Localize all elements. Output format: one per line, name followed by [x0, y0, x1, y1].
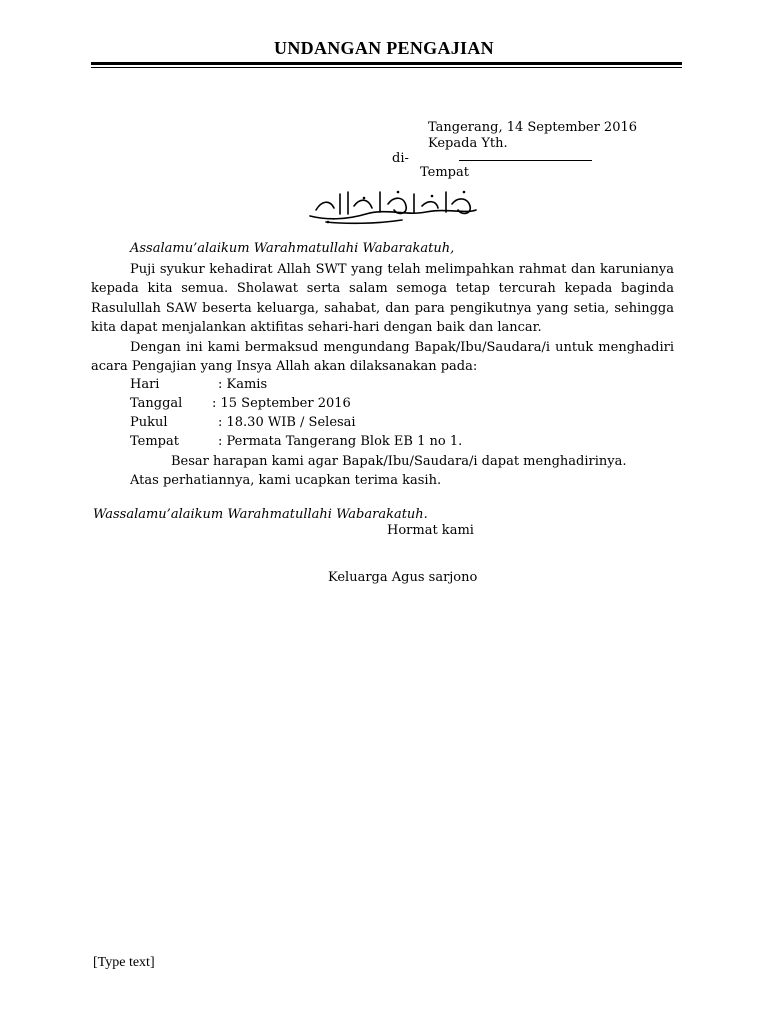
paragraph-opening: Puji syukur kehadirat Allah SWT yang telah melimpahkan rahmat dan karunianya kepada kita semua. Sholawat serta salam semoga tetap tercurah kepada baginda Rasulullah SAW beserta keluarga, sahabat, dan para pengikutnya yang setia, sehingga kita dapat menjalankan aktifitas sehari-hari dengan baik dan lancar.	[91, 262, 674, 335]
svg-text:بسم الله الرحمن الرحيم: بسم الله الرحمن الرحيم	[306, 186, 317, 187]
recipient-place: Tempat	[420, 165, 469, 180]
detail-value-day: : Kamis	[218, 377, 268, 392]
document-title: UNDANGAN PENGAJIAN	[274, 38, 494, 58]
greeting: Assalamu’alaikum Warahmatullahi Wabarakatuh,	[130, 241, 455, 256]
detail-value-venue: : Permata Tangerang Blok EB 1 no 1.	[218, 434, 463, 449]
regards: Hormat kami	[387, 523, 474, 538]
paragraph-invitation: Dengan ini kami bermaksud mengundang Bapak/Ibu/Saudara/i untuk menghadiri acara Pengajian yang Insya Allah akan dilaksanakan pada:	[91, 340, 674, 375]
footer-placeholder: [Type text]	[93, 955, 155, 970]
detail-value-time: : 18.30 WIB / Selesai	[218, 415, 356, 430]
title-rule-thick	[91, 62, 682, 65]
recipient-blank-line	[459, 160, 592, 161]
detail-value-date: : 15 September 2016	[212, 396, 351, 411]
bismillah-calligraphy-image	[306, 186, 480, 226]
detail-label-time: Pukul	[130, 415, 168, 430]
place-date: Tangerang, 14 September 2016	[428, 120, 638, 135]
detail-label-date: Tanggal	[130, 396, 183, 411]
closing-greeting: Wassalamu’alaikum Warahmatullahi Wabarakatuh.	[93, 507, 428, 522]
title-rule-thin	[91, 67, 682, 68]
detail-label-venue: Tempat	[130, 434, 179, 449]
signature-name: Keluarga Agus sarjono	[328, 570, 478, 585]
hope-sentence: Besar harapan kami agar Bapak/Ibu/Saudara/i dapat menghadirinya.	[171, 454, 627, 469]
thanks-sentence: Atas perhatiannya, kami ucapkan terima kasih.	[130, 473, 442, 488]
recipient-di: di-	[392, 151, 409, 166]
recipient-label: Kepada Yth.	[428, 136, 508, 151]
detail-label-day: Hari	[130, 377, 160, 392]
